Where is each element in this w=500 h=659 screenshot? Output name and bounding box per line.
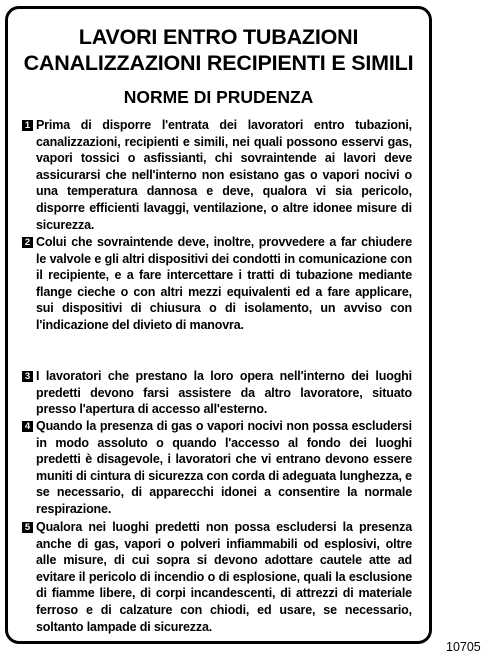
rule-text: Prima di disporre l'entrata dei lavoratori entro tubazioni, canalizzazioni, recipienti e simili, nei quali possono esservi gas, vapori tossici o asfissianti, chi sovraintende ai lavori deve assicurarsi che nell'interno non esistano gas o vapori nocivi o una temperatura dannosa e deve, qualora vi sia pericolo, disporre efficienti lavaggi, ventilazione, o altre idonee misure di sicurezza. xyxy=(36,118,412,232)
rule-item-2 xyxy=(22,234,412,334)
product-code: 10705 xyxy=(446,640,481,654)
rule-item-3 xyxy=(22,368,412,418)
sign-subtitle: NORME DI PRUDENZA xyxy=(123,87,314,107)
sign-title-line-1: LAVORI ENTRO TUBAZIONI xyxy=(78,25,359,49)
rule-text: Colui che sovraintende deve, inoltre, provvedere a far chiudere le valvole e gli altri dispositivi dei condotti in comunicazione con il recipiente, e a fare intercettare i tratti di tubazione mediante flange cieche o con altri mezzi equivalenti ed a fare applicare, sui dispositivi di chiusura o di isolamento, un avviso con l'indicazione del divieto di manovra. xyxy=(36,235,412,332)
rule-text: Qualora nei luoghi predetti non possa escludersi la presenza anche di gas, vapori o polveri infiammabili od esplosivi, oltre alle misure, di cui sopra si devono adottare cautele atte ad evitare il pericolo di incendio o di esplosione, quali la esclusione di fiamme libere, di corpi incandescenti, di attrezzi di materiale ferroso e di calzature con chiodi, ed usare, se necessario, soltanto lampade di sicurezza. xyxy=(36,520,412,634)
rule-text: Quando la presenza di gas o vapori nocivi non possa escludersi in modo assoluto o quando l'accesso al fondo dei luoghi predetti è disagevole, i lavoratori che vi entrano devono essere muniti di cintura di sicurezza con corda di adeguata lunghezza, e se necessario, di apparecchi idonei a consentire la normale respirazione. xyxy=(36,419,412,516)
rule-number-badge: 1 xyxy=(22,120,33,131)
rule-number-badge: 4 xyxy=(22,421,33,432)
rule-number-badge: 3 xyxy=(22,371,33,382)
rule-number-badge: 2 xyxy=(22,237,33,248)
rule-item-5 xyxy=(22,519,412,635)
rule-item-4 xyxy=(22,418,412,518)
rule-number-badge: 5 xyxy=(22,522,33,533)
rule-text: I lavoratori che prestano la loro opera nell'interno dei luoghi predetti devono farsi assistere da altro lavoratore, situato presso l'apertura di accesso all'esterno. xyxy=(36,369,412,417)
rule-item-1 xyxy=(22,117,412,233)
sign-title-line-2: CANALIZZAZIONI RECIPIENTI E SIMILI xyxy=(23,51,414,75)
